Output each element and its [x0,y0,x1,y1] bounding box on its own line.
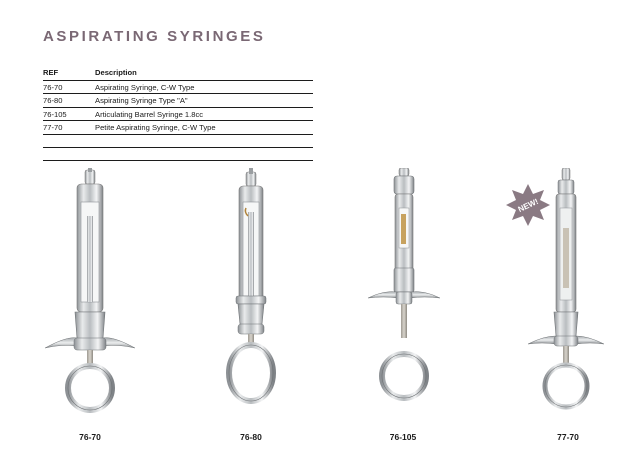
table-header [43,66,313,81]
ref-column-header: REF [43,68,59,77]
product-code-label: 77-70 [557,432,579,442]
syringe-76-105-image [338,168,468,438]
new-badge-label: NEW! [516,196,540,215]
ref-cell: 77-70 [43,123,63,133]
product-code-label: 76-105 [389,432,417,442]
page-title: ASPIRATING SYRINGES [43,28,266,45]
syringe-76-70-image [25,168,155,438]
ref-cell: 76-80 [43,96,63,106]
product-code-label: 76-70 [79,432,101,442]
table-row [43,108,313,122]
description-cell: Aspirating Syringe Type "A" [95,96,188,106]
product-table [43,66,313,161]
description-cell: Petite Aspirating Syringe, C-W Type [95,123,216,133]
empty-table-row [43,148,313,161]
empty-table-row [43,135,313,148]
description-column-header: Description [95,68,137,77]
syringe-77-70-image [500,168,630,438]
description-cell: Aspirating Syringe, C-W Type [95,82,195,92]
syringe-76-80-image [186,168,316,438]
description-cell: Articulating Barrel Syringe 1.8cc [95,109,204,119]
ref-cell: 76-105 [43,109,67,119]
product-code-label: 76-80 [240,432,262,442]
table-row [43,94,313,108]
ref-cell: 76-70 [43,82,63,92]
table-row [43,81,313,95]
table-row [43,121,313,135]
